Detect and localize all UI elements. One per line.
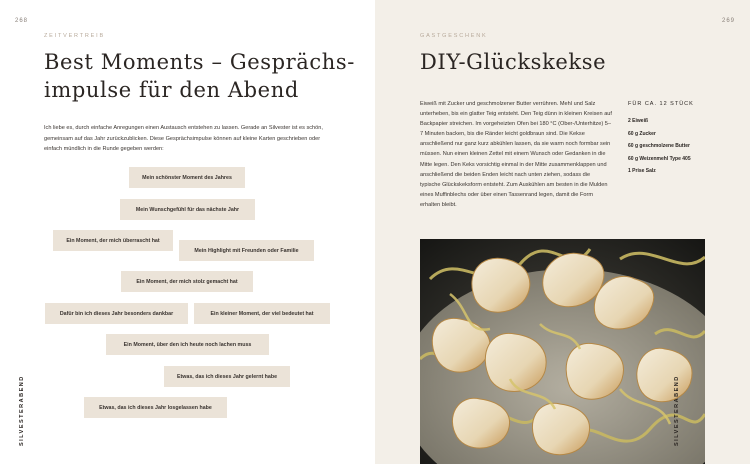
right-page [375,0,750,464]
fortune-cookies-photo [420,239,705,464]
ingredient-item: 2 Eiweiß [628,118,649,124]
page-title-right: DIY-Glückskekse [420,50,607,74]
recipe-instructions: Eiweiß mit Zucker und geschmolzener Butter verrühren. Mehl und Salz unterheben, bis ein glatter Teig entsteht. Den Teig dünn in kleinen Kreisen auf Backpapier streichen. Im vorgeheizten Ofen bei 180 °C (Ober-/Unterhitze) 5–7 Minuten backen, bis die Ränder leicht goldbraun sind. Die Kekse anschließend nur ganz kurz abkühlen lassen, da sie warm noch formbar sein müssen. Nun einen kleinen Zettel mit einem Wunsch oder Gedanken in die Mitte legen. Den Keks vorsichtig einmal in der Mitte zusammenklappen und anschließend die beiden Enden leicht nach unten ziehen, sodass die typische Glückskeksform entsteht. Zum Auskühlen am besten in die Mulden eines Muffinblechs oder über einen Tassenrand legen, damit die Form erhalten bleibt. [420,101,612,208]
prompt-chip: Etwas, das ich dieses Jahr losgelassen habe [84,397,227,418]
prompt-chip: Mein Wunschgefühl für das nächste Jahr [120,199,255,220]
ingredients-list [628,101,728,181]
ingredient-item: 60 g geschmolzene Butter [628,143,690,149]
page-number-left: 268 [15,18,29,24]
title-line-2: impulse für den Abend [44,78,299,102]
prompt-chip: Ein Moment, über den ich heute noch lachen muss [106,334,269,355]
title-line-1: Best Moments – Gesprächs- [44,50,355,74]
section-kicker-left: ZEITVERTREIB [44,33,105,39]
ingredient-item: 60 g Zucker [628,130,656,137]
page-title-left [44,48,364,104]
ingredient-item: 60 g Weizenmehl Type 405 [628,155,691,162]
prompt-chip: Etwas, das ich dieses Jahr gelernt habe [164,366,290,387]
prompt-chip: Ein Moment, der mich stolz gemacht hat [121,271,253,292]
ingredients-heading: FÜR CA. 12 STÜCK [628,101,694,107]
ingredient-item: 1 Prise Salz [628,168,656,174]
prompt-chip: Dafür bin ich dieses Jahr besonders dankbar [45,303,188,324]
side-label-left: SILVESTERABEND [19,375,25,446]
prompt-chip: Ein kleiner Moment, der viel bedeutet hat [194,303,330,324]
prompt-chip: Mein schönster Moment des Jahres [129,167,245,188]
section-kicker-right: GASTGESCHENK [420,33,488,39]
intro-text: Ich liebe es, durch einfache Anregungen einen Austausch entstehen zu lassen. Gerade an Silvester ist es schön, gemeinsam auf das Jahr zurückzublicken. Diese Gesprächsimpulse können auf kleine Karten geschrieben oder einfach mündlich in die Runde gegeben werden: [44,125,323,152]
page-number-right: 269 [721,18,735,24]
prompt-chip: Mein Highlight mit Freunden oder Familie [179,240,314,261]
prompt-chip: Ein Moment, der mich überrascht hat [53,230,173,251]
